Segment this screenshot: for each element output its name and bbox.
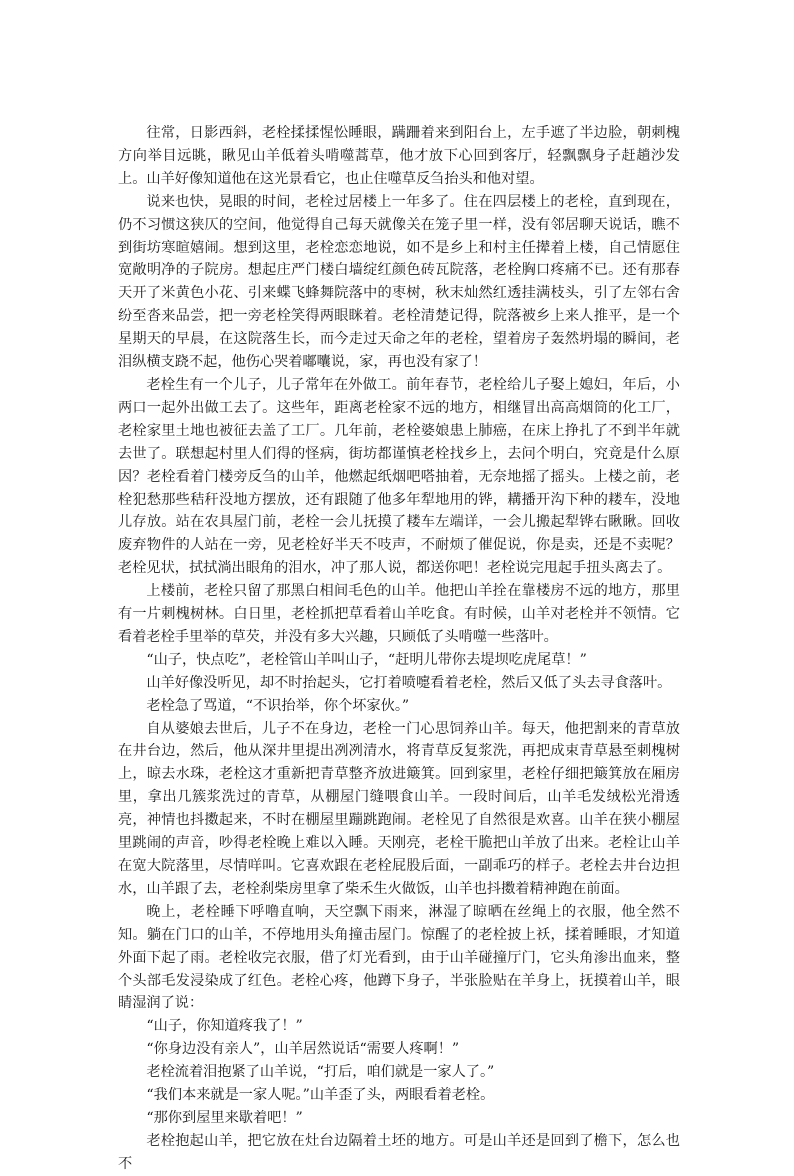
paragraph-8: 晚上，老栓睡下呼噜直响，天空飘下雨来，淋湿了晾晒在丝绳上的衣服，他全然不知。躺在门口的山羊，不停地用头角撞击屋门。惊醒了的老栓披上袄，揉着睡眼，才知道外面下起了雨。老栓收完衣服，借了灯光看到，由于山羊碰撞厅门，它头角渗出血来，整个头部毛发浸染成了红色。老栓心疼，他蹲下身子，半张脸贴在羊身上，抚摸着山羊，眼睛湿润了说： <box>118 903 680 1012</box>
document-body <box>118 122 680 1176</box>
dialogue-line-1: “山子，快点吃”，老栓管山羊叫山子，“赶明儿带你去堤坝吃虎尾草！” <box>146 651 587 668</box>
paragraph-5: 山羊好像没听见，却不时抬起头，它打着喷嚏看着老栓，然后又低了头去寻食落叶。 <box>146 674 672 691</box>
paragraph-1: 往常，日影西斜，老栓揉揉惺忪睡眼，蹒跚着来到阳台上，左手遮了半边脸，朝刺槐方向举目远眺，瞅见山羊低着头啃噬蒿草，他才放下心回到客厅，轻飘飘身子赶趟沙发上。山羊好像知道他在这光景看它，也止住噬草反刍抬头和他对望。 <box>118 125 680 187</box>
dialogue-line-2: “山子，你知道疼我了！” <box>146 1018 303 1035</box>
paragraph-6: 老栓急了骂道，“不识抬举，你个坏家伙。” <box>146 697 410 714</box>
paragraph-9: 老栓流着泪抱紧了山羊说，“打后，咱们就是一家人了。” <box>146 1064 495 1081</box>
dialogue-line-4: “我们本来就是一家人呢。”山羊歪了头，两眼看着老栓。 <box>146 1087 495 1104</box>
paragraph-10: 老栓抱起山羊，把它放在灶台边隔着土坯的地方。可是山羊还是回到了檐下，怎么也不 <box>118 1132 680 1172</box>
paragraph-3: 老栓生有一个儿子，儿子常年在外做工。前年春节，老栓给儿子娶上媳妇，年后，小两口一起外出做工去了。这些年，距离老栓家不远的地方，相继冒出高高烟筒的化工厂，老栓家里土地也被征去盖了工厂。几年前，老栓婆娘患上肺癌，在床上挣扎了不到半年就去世了。联想起村里人们得的怪病，街坊都谨慎老栓找乡上，去问个明白，究竟是什么原因？老栓看着门楼旁反刍的山羊，他燃起纸烟吧嗒抽着，无奈地摇了摇头。上楼之前，老栓犯愁那些秸秆没地方摆放，还有跟随了他多年犁地用的铧，耩播开沟下种的耧车，没地儿存放。站在农具屋门前，老栓一会儿抚摸了耧车左端详，一会儿搬起犁铧右瞅瞅。回收废弃物件的人站在一旁，见老栓好半天不吱声，不耐烦了催促说，你是卖，还是不卖呢？老栓见状，拭拭淌出眼角的泪水，冲了那人说，都送你吧！老栓说完甩起手扭头离去了。 <box>118 376 680 577</box>
paragraph-7: 自从婆娘去世后，儿子不在身边，老栓一门心思饲养山羊。每天，他把割来的青草放在井台边，然后，他从深井里提出冽冽清水，将青草反复浆洗，再把成束青草悬至刺槐树上，晾去水珠，老栓这才重新把青草整齐放进簸箕。回到家里，老栓仔细把簸箕放在厢房里，拿出几簇浆洗过的青草，从棚屋门缝喂食山羊。一段时间后，山羊毛发绒松光滑透亮，神情也抖擞起来，不时在棚屋里蹦跳跑闹。老栓见了自然很是欢喜。山羊在狭小棚屋里跳闹的声音，吵得老栓晚上难以入睡。天刚亮，老栓干脆把山羊放了出来。老栓让山羊在宽大院落里，尽情咩叫。它喜欢跟在老栓屁股后面，一副乖巧的样子。老栓去井台边担水，山羊跟了去，老栓刹柴房里拿了柴禾生火做饭，山羊也抖擞着精神跑在前面。 <box>118 720 680 897</box>
dialogue-line-5: “那你到屋里来歇着吧！” <box>146 1109 303 1126</box>
paragraph-4: 上楼前，老栓只留了那黑白相间毛色的山羊。他把山羊拴在靠楼房不远的地方，那里有一片刺槐树林。白日里，老栓抓把草看着山羊吃食。有时候，山羊对老栓并不领情。它看着老栓手里举的草芡，并没有多大兴趣，只顾低了头啃噬一些落叶。 <box>118 583 680 645</box>
paragraph-2: 说来也快，晃眼的时间，老栓过居楼上一年多了。住在四层楼上的老栓，直到现在，仍不习惯这狭仄的空间，他觉得自己每天就像关在笼子里一样，没有邻居聊天说话，瞧不到街坊寒暄嬉闹。想到这里，老栓恋恋地说，如不是乡上和村主任撵着上楼，自己情愿住宽敞明净的子院房。想起庄严门楼白墙绽红颜色砖瓦院落，老栓胸口疼痛不已。还有那春天开了米黄色小花、引来蝶飞蜂舞院落中的枣树，秋末灿然红透挂满枝头，引了左邻右舍纷至沓来品尝，把一旁老栓笑得两眼眯着。老栓清楚记得，院落被乡上来人推平，是一个星期天的早晨，在这院落生长，而今走过天命之年的老栓，望着房子轰然坍塌的瞬间，老泪纵横支跷不起，他伤心哭着嘟囔说，家，再也没有家了！ <box>118 193 680 371</box>
dialogue-line-3: “你身边没有亲人”，山羊居然说话“需要人疼啊！” <box>146 1041 460 1058</box>
